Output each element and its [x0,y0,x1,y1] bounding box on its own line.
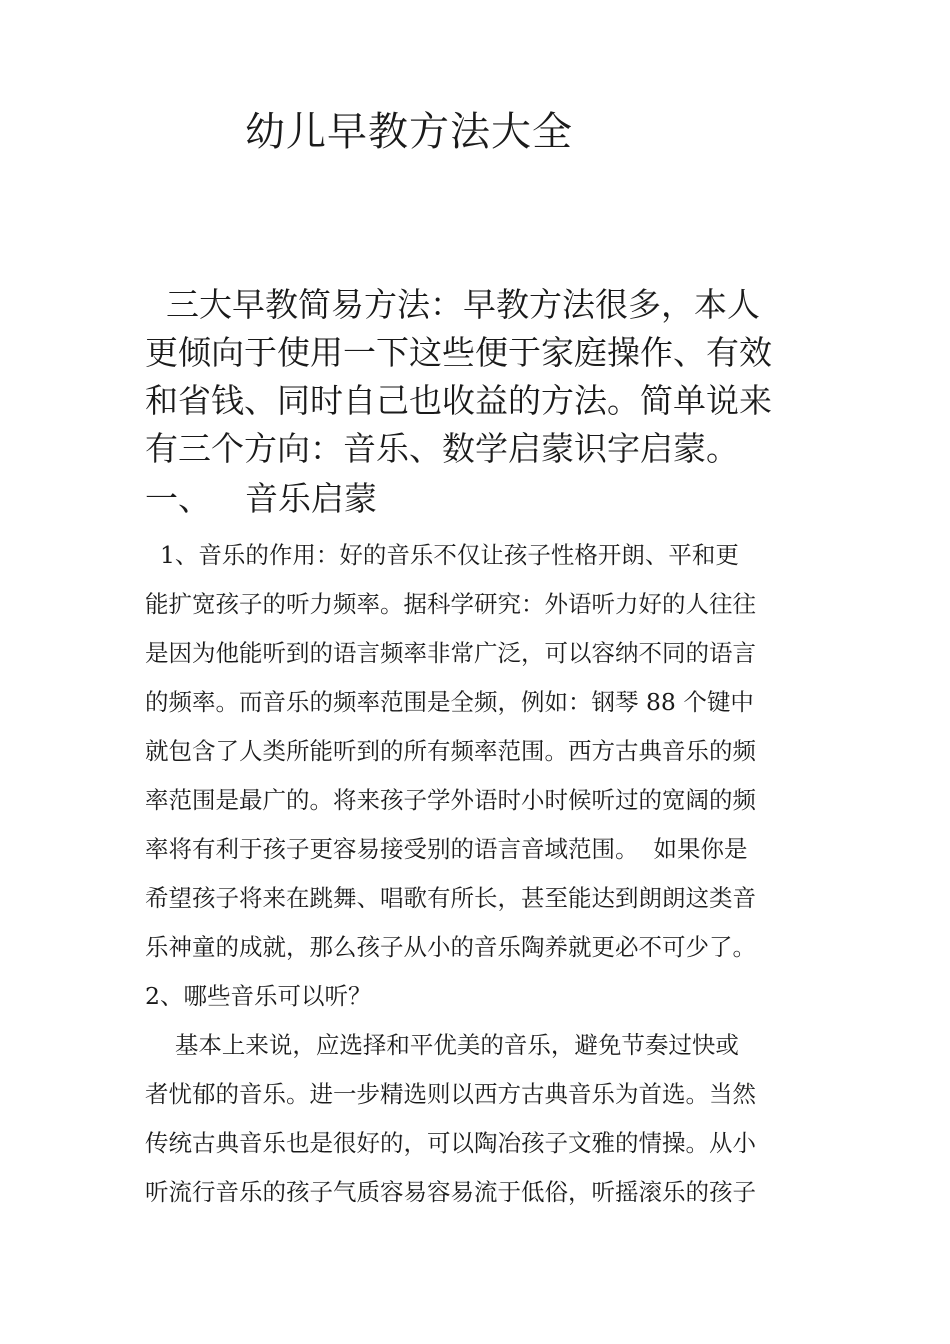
section-title: 音乐启蒙 [245,479,377,518]
body-line: 就包含了人类所能听到的所有频率范围。西方古典音乐的频 [145,737,756,765]
intro-line: 更倾向于使用一下这些便于家庭操作、有效 [145,333,772,372]
body-line: 1、音乐的作用：好的音乐不仅让孩子性格开朗、平和更 [145,541,739,569]
subheading: 2、哪些音乐可以听？ [145,982,372,1010]
body-line: 者忧郁的音乐。进一步精选则以西方古典音乐为首选。当然 [145,1080,756,1108]
body-text [145,531,825,1217]
intro-line: 和省钱、同时自己也收益的方法。简单说来 [145,381,772,420]
intro-paragraph [145,281,810,473]
intro-line: 三大早教简易方法：早教方法很多，本人 [145,285,760,324]
body-line: 传统古典音乐也是很好的，可以陶冶孩子文雅的情操。从小 [145,1129,756,1157]
body-line: 希望孩子将来在跳舞、唱歌有所长，甚至能达到朗朗这类音 [145,884,756,912]
body-line: 基本上来说，应选择和平优美的音乐，避免节奏过快或 [145,1031,739,1059]
body-line: 的频率。而音乐的频率范围是全频，例如：钢琴 88 个键中 [145,688,754,716]
section-heading [145,475,377,523]
body-line: 听流行音乐的孩子气质容易容易流于低俗，听摇滚乐的孩子 [145,1178,756,1206]
body-line: 率将有利于孩子更容易接受别的语言音域范围。 如果你是 [145,835,748,863]
body-line: 是因为他能听到的语言频率非常广泛，可以容纳不同的语言 [145,639,756,667]
intro-line: 有三个方向：音乐、数学启蒙识字启蒙。 [145,429,739,468]
body-line: 率范围是最广的。将来孩子学外语时小时候听过的宽阔的频 [145,786,756,814]
body-line: 能扩宽孩子的听力频率。据科学研究：外语听力好的人往往 [145,590,756,618]
document-title: 幼儿早教方法大全 [245,109,573,155]
body-line: 乐神童的成就，那么孩子从小的音乐陶养就更必不可少了。 [145,933,756,961]
section-number: 一、 [145,479,211,518]
